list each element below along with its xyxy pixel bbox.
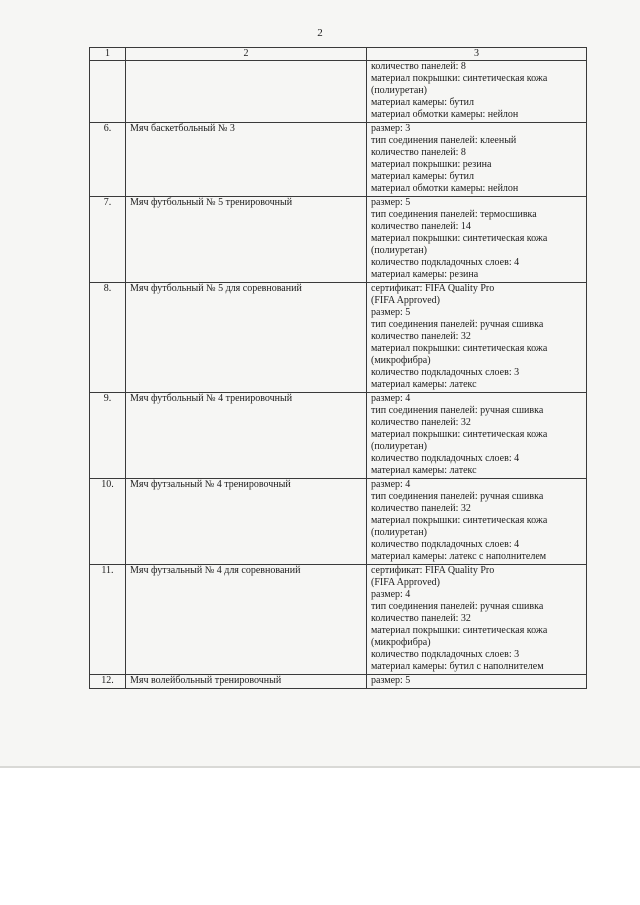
page-number: 2 xyxy=(317,27,323,39)
row-number: 12. xyxy=(90,675,126,689)
spec-line: количество панелей: 8 xyxy=(371,61,466,72)
spec-line: материал камеры: бутил xyxy=(371,97,474,108)
table-row xyxy=(90,283,587,393)
product-name: Мяч баскетбольный № 3 xyxy=(126,123,367,197)
spec-line: тип соединения панелей: ручная сшивка xyxy=(371,319,544,330)
product-specs xyxy=(367,123,587,197)
row-number: 11. xyxy=(90,565,126,675)
spec-line: материал камеры: бутил xyxy=(371,171,474,182)
product-specs xyxy=(367,197,587,283)
spec-line: количество панелей: 32 xyxy=(371,503,471,514)
table-row xyxy=(90,479,587,565)
spec-line: материал обмотки камеры: нейлон xyxy=(371,183,519,194)
spec-line: материал покрышки: резина xyxy=(371,159,492,170)
spec-line: материал покрышки: синтетическая кожа xyxy=(371,625,548,636)
spec-line: (микрофибра) xyxy=(371,355,431,366)
spec-line: материал покрышки: синтетическая кожа xyxy=(371,515,548,526)
spec-line: количество панелей: 32 xyxy=(371,417,471,428)
spec-line: количество подкладочных слоев: 4 xyxy=(371,257,520,268)
spec-line: количество подкладочных слоев: 3 xyxy=(371,649,520,660)
spec-line: материал камеры: латекс xyxy=(371,379,477,390)
spec-line: количество панелей: 8 xyxy=(371,147,466,158)
spec-line: тип соединения панелей: термосшивка xyxy=(371,209,537,220)
spec-line: материал покрышки: синтетическая кожа xyxy=(371,343,548,354)
product-name: Мяч футбольный № 5 для соревнований xyxy=(126,283,367,393)
spec-line: (FIFA Approved) xyxy=(371,295,440,306)
spec-line: (полиуретан) xyxy=(371,527,427,538)
row-number: 7. xyxy=(90,197,126,283)
spec-line: (полиуретан) xyxy=(371,85,427,96)
row-number: 10. xyxy=(90,479,126,565)
product-name: Мяч футбольный № 5 тренировочный xyxy=(126,197,367,283)
spec-line: сертификат: FIFA Quality Pro xyxy=(371,565,495,576)
header-cell-specs: 3 xyxy=(367,48,587,61)
spec-line: количество панелей: 32 xyxy=(371,613,471,624)
product-name xyxy=(126,61,367,123)
product-name: Мяч футзальный № 4 для соревнований xyxy=(126,565,367,675)
table-row xyxy=(90,675,587,689)
table-row xyxy=(90,61,587,123)
spec-line: количество подкладочных слоев: 3 xyxy=(371,367,520,378)
table-row xyxy=(90,123,587,197)
product-specs xyxy=(367,675,587,689)
row-number: 9. xyxy=(90,393,126,479)
row-number: 8. xyxy=(90,283,126,393)
header-cell-number: 1 xyxy=(90,48,126,61)
row-number xyxy=(90,61,126,123)
spec-line: размер: 5 xyxy=(371,307,411,318)
spec-line: тип соединения панелей: ручная сшивка xyxy=(371,405,544,416)
product-specs xyxy=(367,283,587,393)
table-row xyxy=(90,565,587,675)
spec-line: материал обмотки камеры: нейлон xyxy=(371,109,519,120)
product-specs xyxy=(367,565,587,675)
spec-line: количество панелей: 14 xyxy=(371,221,471,232)
product-name: Мяч футзальный № 4 тренировочный xyxy=(126,479,367,565)
spec-line: тип соединения панелей: клееный xyxy=(371,135,517,146)
product-specs xyxy=(367,61,587,123)
spec-line: количество панелей: 32 xyxy=(371,331,471,342)
spec-line: количество подкладочных слоев: 4 xyxy=(371,539,520,550)
spec-line: количество подкладочных слоев: 4 xyxy=(371,453,520,464)
product-name: Мяч волейбольный тренировочный xyxy=(126,675,367,689)
product-specs xyxy=(367,393,587,479)
spec-line: материал покрышки: синтетическая кожа xyxy=(371,429,548,440)
table-row xyxy=(90,393,587,479)
spec-line: материал камеры: латекс с наполнителем xyxy=(371,551,547,562)
spec-line: материал камеры: бутил с наполнителем xyxy=(371,661,544,672)
table-header-row xyxy=(90,48,587,61)
spec-line: сертификат: FIFA Quality Pro xyxy=(371,283,495,294)
spec-line: материал камеры: резина xyxy=(371,269,479,280)
table-row xyxy=(90,197,587,283)
spec-line: размер: 4 xyxy=(371,393,411,404)
spec-line: размер: 5 xyxy=(371,675,411,686)
spec-line: размер: 4 xyxy=(371,479,411,490)
product-specs xyxy=(367,479,587,565)
spec-line: материал покрышки: синтетическая кожа xyxy=(371,73,548,84)
page-bottom-edge xyxy=(0,766,640,768)
spec-line: размер: 5 xyxy=(371,197,411,208)
product-name: Мяч футбольный № 4 тренировочный xyxy=(126,393,367,479)
spec-line: размер: 4 xyxy=(371,589,411,600)
spec-line: размер: 3 xyxy=(371,123,411,134)
spec-line: (FIFA Approved) xyxy=(371,577,440,588)
spec-line: материал камеры: латекс xyxy=(371,465,477,476)
spec-line: (полиуретан) xyxy=(371,441,427,452)
header-cell-name: 2 xyxy=(126,48,367,61)
row-number: 6. xyxy=(90,123,126,197)
spec-line: тип соединения панелей: ручная сшивка xyxy=(371,601,544,612)
spec-line: тип соединения панелей: ручная сшивка xyxy=(371,491,544,502)
spec-line: (полиуретан) xyxy=(371,245,427,256)
spec-line: материал покрышки: синтетическая кожа xyxy=(371,233,548,244)
specification-table xyxy=(89,47,587,689)
spec-line: (микрофибра) xyxy=(371,637,431,648)
